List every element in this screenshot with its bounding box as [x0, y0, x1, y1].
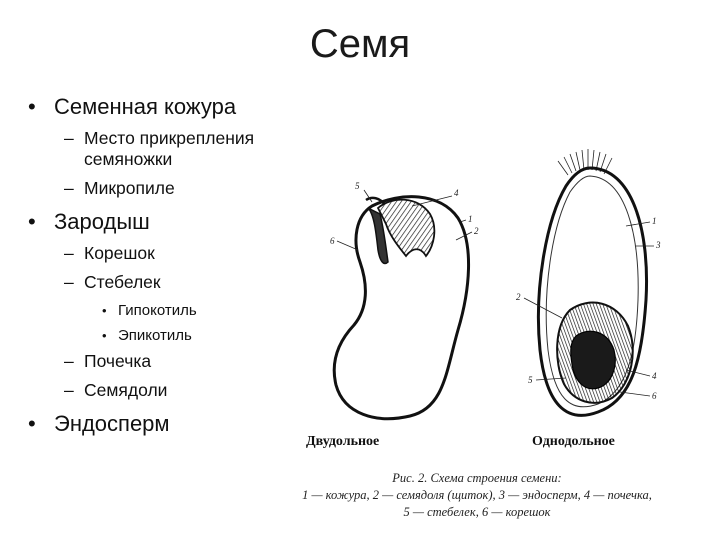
bullet-label: Эндосперм	[54, 411, 170, 436]
sub-bullet-label: Корешок	[84, 243, 155, 263]
bullet-label: Зародыш	[54, 209, 150, 234]
number-label: 1	[652, 216, 657, 226]
bullet-dot-icon: •	[102, 303, 107, 318]
dicot-seed-drawing	[330, 181, 479, 419]
number-label: 6	[652, 391, 657, 401]
leader-line	[626, 222, 650, 226]
sub-sub-bullet-label: Гипокотиль	[118, 302, 197, 319]
number-label: 3	[656, 240, 661, 250]
sub-bullet-label: Микропиле	[84, 178, 175, 198]
dash-icon: –	[64, 178, 74, 198]
number-label: 6	[330, 236, 335, 246]
dash-icon: –	[64, 351, 74, 371]
number-label: 5	[528, 375, 533, 385]
sub-sub-bullet-label: Эпикотиль	[118, 327, 192, 344]
dash-icon: –	[64, 272, 74, 292]
monocot-caption: Однодольное	[532, 434, 615, 449]
slide-title: Семя	[309, 22, 411, 66]
number-label: 5	[355, 181, 360, 191]
monocot-embryo	[571, 331, 615, 389]
number-label: 1	[468, 214, 473, 224]
figure-caption	[262, 470, 692, 521]
monocot-seed-drawing	[516, 149, 661, 415]
sub-bullet-label: Место прикрепления семяножки	[84, 128, 255, 169]
sub-bullet-label: Стебелек	[84, 272, 161, 292]
dicot-caption: Двудольное	[306, 434, 380, 449]
figure-caption-title: Рис. 2. Схема строения семени:	[392, 471, 562, 485]
dash-icon: –	[64, 243, 74, 263]
number-label: 2	[516, 292, 521, 302]
bullet-dot-icon: •	[102, 328, 107, 343]
dash-icon: –	[64, 128, 74, 148]
sub-bullet-label: Почечка	[84, 351, 152, 371]
sub-bullet-label: Семядоли	[84, 380, 168, 400]
figure-caption-legend: 5 — стебелек, 6 — корешок	[403, 505, 551, 519]
bullet-label: Семенная кожура	[54, 94, 237, 119]
bullet-dot-icon: •	[28, 209, 36, 234]
number-label: 2	[474, 226, 479, 236]
number-label: 4	[454, 188, 459, 198]
leader-line	[620, 392, 650, 396]
leader-line	[524, 298, 562, 318]
bullet-dot-icon: •	[28, 411, 36, 436]
number-label: 4	[652, 371, 657, 381]
figure-caption-legend: 1 — кожура, 2 — семядоля (щиток), 3 — эндосперм, 4 — почечка,	[302, 488, 652, 502]
bullet-dot-icon: •	[28, 94, 36, 119]
dash-icon: –	[64, 380, 74, 400]
